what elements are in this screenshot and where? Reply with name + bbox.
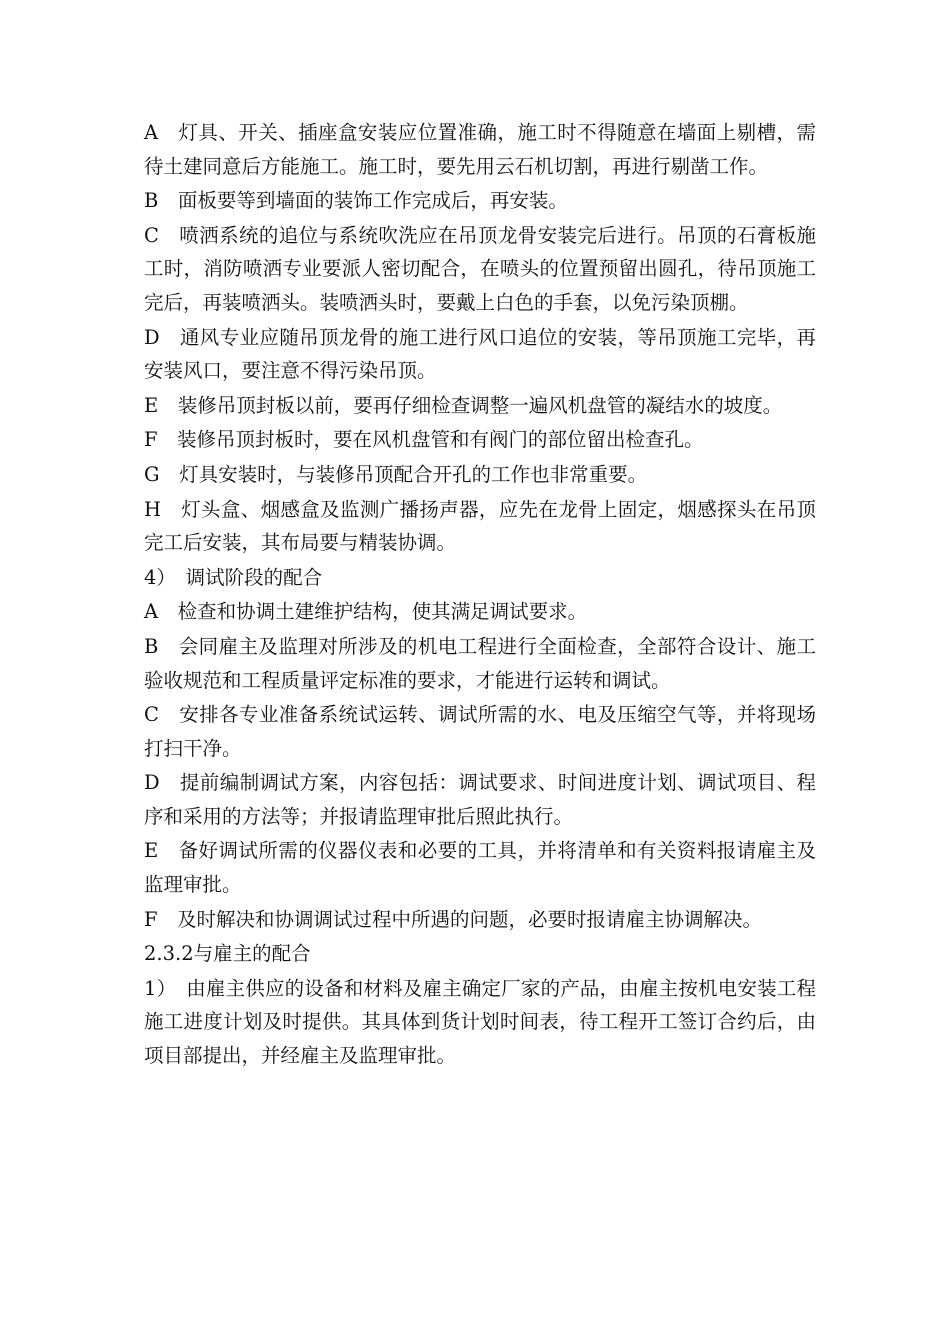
paragraph-e-ceiling-check: E 装修吊顶封板以前，要再仔细检查调整一遍风机盘管的凝结水的坡度。	[144, 393, 783, 417]
section-heading-commissioning: 4） 调试阶段的配合	[144, 565, 323, 589]
paragraph-a-lighting: A 灯具、开关、插座盒安装应位置准确，施工时不得随意在墙面上剔槽，需待土建同意后方能施工。施工时，要先用云石机切割，再进行剔凿工作。	[144, 121, 816, 178]
paragraph-c-sprinkler: C 喷洒系统的追位与系统吹洗应在吊顶龙骨安装完后进行。吊顶的石膏板施工时，消防喷洒专业要派人密切配合，在喷头的位置预留出圆孔，待吊顶施工完后，再装喷洒头。装喷洒头时，要戴上白色的手套，以免污染顶棚。	[144, 223, 816, 314]
paragraph-f-inspection-hole: F 装修吊顶封板时，要在风机盘管和有阀门的部位留出检查孔。	[144, 428, 704, 452]
paragraph-h-detectors: H 灯头盒、烟感盒及监测广播扬声器，应先在龙骨上固定，烟感探头在吊顶完工后安装，其布局要与精装协调。	[144, 497, 816, 555]
paragraph-e-instruments: E 备好调试所需的仪器仪表和必要的工具，并将清单和有关资料报请雇主及监理审批。	[144, 839, 816, 897]
paragraph-d-plan: D 提前编制调试方案，内容包括：调试要求、时间进度计划、调试项目、程序和采用的方法等；并报请监理审批后照此执行。	[144, 771, 816, 828]
paragraph-1-owner-supply: 1） 由雇主供应的设备和材料及雇主确定厂家的产品，由雇主按机电安装工程施工进度计划及时提供。其具体到货计划时间表，待工程开工签订合约后，由项目部提出，并经雇主及监理审批。	[144, 976, 816, 1068]
paragraph-b-panel: B 面板要等到墙面的装饰工作完成后，再安装。	[144, 189, 568, 213]
paragraph-a-envelope: A 检查和协调土建维护结构，使其满足调试要求。	[144, 600, 588, 624]
paragraph-b-inspection: B 会同雇主及监理对所涉及的机电工程进行全面检查，全部符合设计、施工验收规范和工程质量评定标准的要求，才能进行运转和调试。	[144, 634, 816, 692]
paragraph-f-issues: F 及时解决和协调调试过程中所遇的问题，必要时报请雇主协调解决。	[144, 907, 763, 931]
paragraph-g-fixture-holes: G 灯具安装时，与装修吊顶配合开孔的工作也非常重要。	[144, 462, 648, 486]
paragraph-c-utilities: C 安排各专业准备系统试运转、调试所需的水、电及压缩空气等，并将现场打扫干净。	[144, 703, 816, 760]
paragraph-d-ventilation: D 通风专业应随吊顶龙骨的施工进行风口追位的安装，等吊顶施工完毕，再安装风口，要注意不得污染吊顶。	[144, 325, 816, 383]
document-page	[144, 116, 816, 1074]
section-heading-owner-coordination: 2.3.2与雇主的配合	[144, 942, 311, 966]
